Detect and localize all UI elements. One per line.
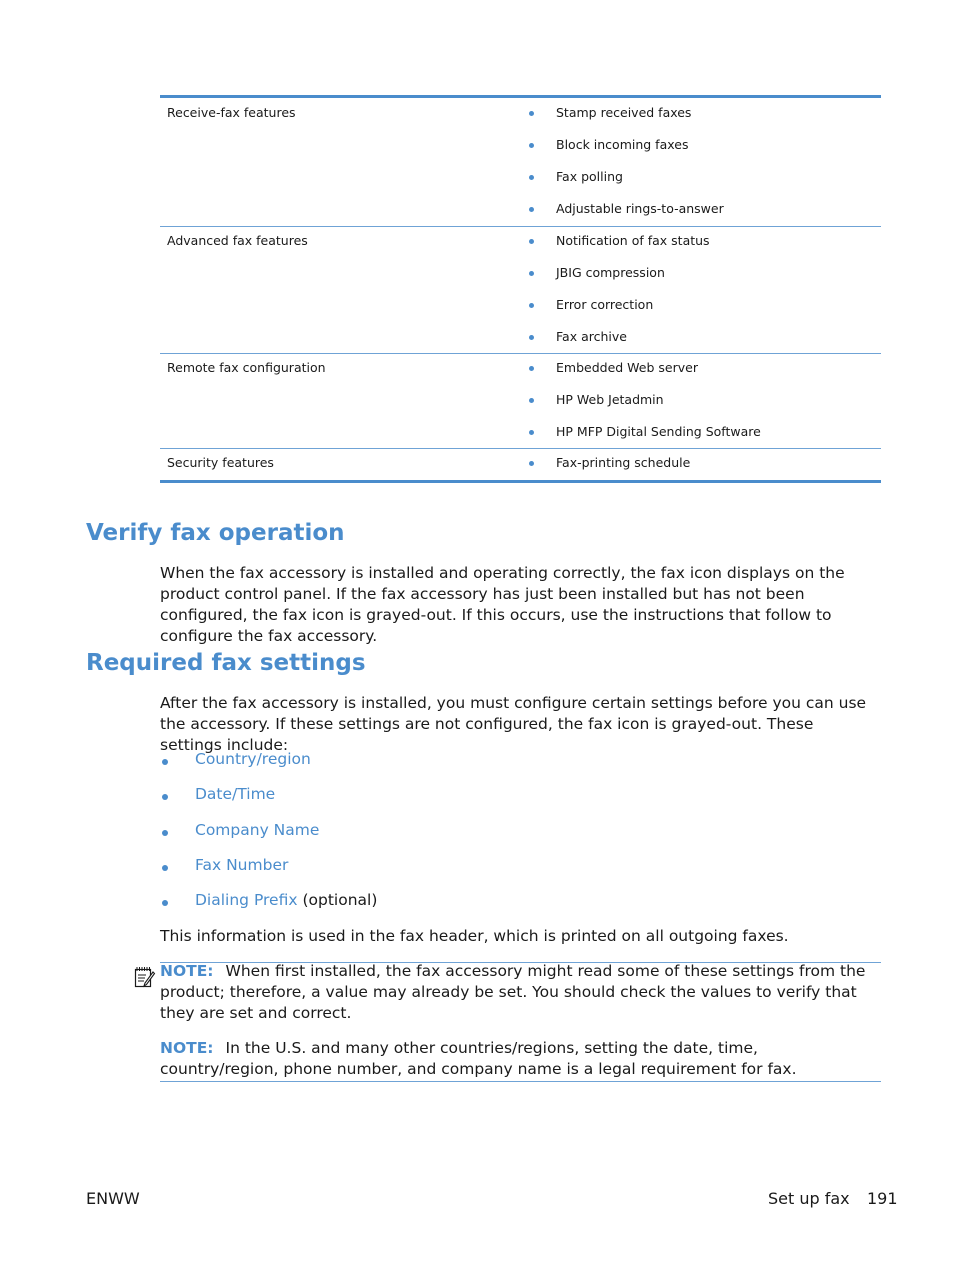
table-row-label: Security features (167, 455, 274, 470)
table-row-item: HP Web Jetadmin (556, 392, 664, 407)
bullet-dot-icon (162, 830, 168, 836)
settings-list-item (195, 784, 275, 805)
note-first (160, 961, 875, 1024)
note-second (160, 1038, 875, 1080)
table-row-item: Notification of fax status (556, 233, 710, 248)
country-region-link[interactable]: Country/region (195, 750, 311, 768)
bullet-dot-icon (529, 175, 534, 180)
bullet-dot-icon (529, 271, 534, 276)
bullet-dot-icon (529, 430, 534, 435)
section-heading-required: Required fax settings (86, 650, 366, 676)
table-bottom-rule (160, 480, 881, 483)
verify-paragraph: When the fax accessory is installed and operating correctly, the fax icon displays on the product control panel. If the fax accessory has just been installed but has not been configured, the fax icon is grayed-out. If this occurs, use the instructions that follow to configure the fax accessory. (160, 564, 845, 645)
table-row-divider (160, 448, 881, 449)
bullet-dot-icon (529, 111, 534, 116)
table-row-label: Advanced fax features (167, 233, 308, 248)
bullet-dot-icon (162, 900, 168, 906)
table-row-item: Stamp received faxes (556, 105, 692, 120)
page-number: 191 (867, 1189, 898, 1208)
footer-section-title: Set up fax (768, 1189, 850, 1208)
bullet-dot-icon (162, 794, 168, 800)
table-row-label: Receive-fax features (167, 105, 296, 120)
bullet-dot-icon (162, 759, 168, 765)
note-label: NOTE: (160, 962, 214, 980)
bullet-dot-icon (529, 366, 534, 371)
settings-list-item (195, 890, 377, 911)
bullet-dot-icon (529, 143, 534, 148)
table-row-label: Remote fax configuration (167, 360, 326, 375)
settings-list-item (195, 855, 288, 876)
table-row-item: Fax polling (556, 169, 623, 184)
table-row-item: HP MFP Digital Sending Software (556, 424, 761, 439)
fax-number-link[interactable]: Fax Number (195, 856, 289, 874)
table-row-item: Block incoming faxes (556, 137, 689, 152)
setting-suffix: (optional) (297, 891, 378, 909)
note-pad-icon (133, 964, 157, 988)
settings-list-item (195, 820, 319, 841)
note-text: When first installed, the fax accessory might read some of these settings from the product; therefore, a value may already be set. You should check the values to verify that they are set and correct. (160, 962, 866, 1022)
table-row-divider (160, 353, 881, 354)
bullet-dot-icon (529, 398, 534, 403)
company-name-link[interactable]: Company Name (195, 821, 320, 839)
feature-table (160, 95, 881, 483)
required-intro-paragraph: After the fax accessory is installed, you must configure certain settings before you can use the accessory. If these settings are not configured, the fax icon is grayed-out. These settings include: (160, 694, 867, 754)
date-time-link[interactable]: Date/Time (195, 785, 276, 803)
dialing-prefix-link[interactable]: Dialing Prefix (195, 891, 298, 909)
bullet-dot-icon (529, 461, 534, 466)
note-box (160, 962, 881, 1082)
bullet-dot-icon (529, 239, 534, 244)
bullet-dot-icon (529, 335, 534, 340)
table-row-item: Error correction (556, 297, 654, 312)
note-label: NOTE: (160, 1039, 214, 1057)
note-text: In the U.S. and many other countries/regions, setting the date, time, country/region, phone number, and company name is a legal requirement for fax. (160, 1039, 797, 1078)
bullet-dot-icon (529, 207, 534, 212)
table-row-item: Adjustable rings-to-answer (556, 201, 724, 216)
table-row-item: Fax archive (556, 329, 627, 344)
required-closing-paragraph: This information is used in the fax header, which is printed on all outgoing faxes. (160, 927, 789, 945)
table-row-item: Embedded Web server (556, 360, 698, 375)
section-heading-verify: Verify fax operation (86, 520, 345, 546)
bullet-dot-icon (529, 303, 534, 308)
table-row-item: Fax-printing schedule (556, 455, 691, 470)
table-row-item: JBIG compression (556, 265, 665, 280)
bullet-dot-icon (162, 865, 168, 871)
table-row-divider (160, 226, 881, 227)
note-bottom-rule (160, 1081, 881, 1082)
footer-left-label: ENWW (86, 1189, 140, 1208)
settings-list-item (195, 749, 311, 770)
table-top-rule (160, 95, 881, 98)
